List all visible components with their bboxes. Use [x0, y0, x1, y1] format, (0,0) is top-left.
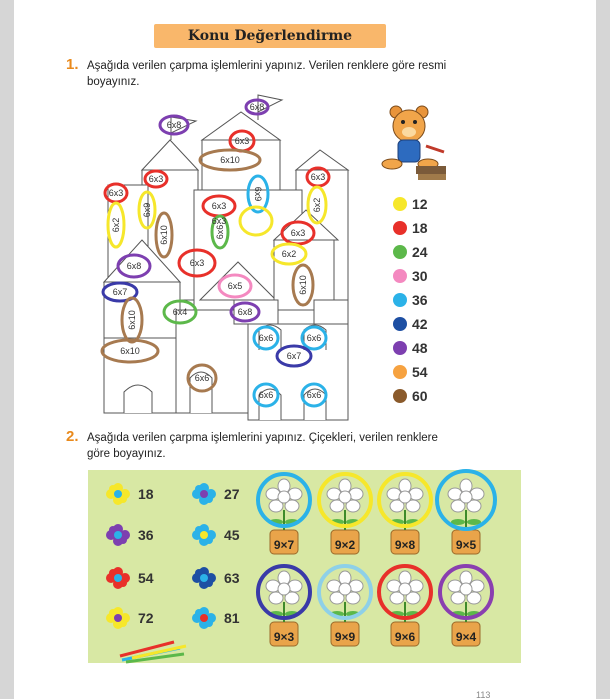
castle-label: 6x3 — [148, 174, 164, 184]
page-title: Konu Değerlendirme — [187, 28, 353, 44]
key-flower-72 — [106, 607, 130, 629]
castle-label: 6x3 — [108, 188, 124, 198]
castle-label: 6x9 — [253, 186, 263, 202]
key-value: 81 — [224, 610, 240, 626]
pot-label: 9×2 — [334, 538, 356, 552]
pot-label: 9×7 — [273, 538, 295, 552]
castle-label: 6x3 — [211, 201, 227, 211]
pot-label: 9×8 — [394, 538, 416, 552]
castle-label: 6x2 — [312, 197, 322, 213]
question-1-line-1: Aşağıda verilen çarpma işlemlerini yapınız. Verilen renklere göre resmi — [87, 60, 447, 72]
key-flower-27 — [192, 483, 216, 505]
castle-label: 6x9 — [142, 202, 152, 218]
legend-value: 48 — [412, 340, 428, 356]
worksheet-page — [14, 0, 596, 699]
legend-value: 24 — [412, 244, 428, 260]
castle-label: 6x3 — [234, 136, 250, 146]
question-2-line-2: göre boyayınız. — [87, 448, 166, 460]
castle-label: 6x10 — [159, 225, 169, 245]
castle-label: 6x6 — [306, 333, 322, 343]
flower-exercise — [14, 0, 596, 699]
legend-value: 18 — [412, 220, 428, 236]
key-flower-36 — [106, 524, 130, 546]
pot-label: 9×9 — [334, 630, 356, 644]
castle-label: 6x7 — [112, 287, 128, 297]
legend-value: 12 — [412, 196, 428, 212]
castle-label: 6x8 — [126, 261, 142, 271]
legend-value: 54 — [412, 364, 428, 380]
castle-label: 6x6 — [258, 333, 274, 343]
pot-label: 9×4 — [455, 630, 477, 644]
key-value: 36 — [138, 527, 154, 543]
castle-label: 6x3 — [310, 172, 326, 182]
key-flower-18 — [106, 483, 130, 505]
castle-label: 6x2 — [111, 217, 121, 233]
key-value: 45 — [224, 527, 240, 543]
pot-label: 9×5 — [455, 538, 477, 552]
castle-label: 6x6 — [194, 373, 210, 383]
castle-label: 6x8 — [237, 307, 253, 317]
question-1-number: 1. — [66, 56, 79, 73]
legend-value: 30 — [412, 268, 428, 284]
question-2-number: 2. — [66, 428, 79, 445]
key-flower-81 — [192, 607, 216, 629]
crayons-illustration — [120, 642, 186, 662]
castle-label: 6x10 — [220, 155, 240, 165]
castle-label: 6x2 — [281, 249, 297, 259]
castle-label: 6x10 — [120, 346, 140, 356]
question-2-line-1: Aşağıda verilen çarpma işlemlerini yapınız. Çiçekleri, verilen renklere — [87, 432, 438, 444]
castle-label: 6x5 — [227, 281, 243, 291]
castle-label: 6x6 — [258, 390, 274, 400]
castle-label: 6x4 — [172, 307, 188, 317]
legend-value: 60 — [412, 388, 428, 404]
key-value: 27 — [224, 486, 240, 502]
key-flower-54 — [106, 567, 130, 589]
pot-label: 9×6 — [394, 630, 416, 644]
castle-label: 6x8 — [249, 102, 265, 112]
legend-value: 42 — [412, 316, 428, 332]
castle-label: 6x3 — [189, 258, 205, 268]
castle-label: 6x6 — [215, 224, 225, 240]
key-value: 72 — [138, 610, 154, 626]
castle-label: 6x3 — [290, 228, 306, 238]
pot-label: 9×3 — [273, 630, 295, 644]
legend-value: 36 — [412, 292, 428, 308]
key-flower-63 — [192, 567, 216, 589]
castle-label: 6x7 — [286, 351, 302, 361]
key-value: 63 — [224, 570, 240, 586]
castle-label: 6x6 — [306, 390, 322, 400]
castle-label: 6x10 — [298, 275, 308, 295]
question-1-line-2: boyayınız. — [87, 76, 140, 88]
page-number: 113 — [476, 690, 491, 699]
key-flower-45 — [192, 524, 216, 546]
flower-key — [106, 483, 240, 629]
castle-label: 6x10 — [127, 310, 137, 330]
castle-label: 6x3 — [211, 216, 227, 226]
key-value: 18 — [138, 486, 154, 502]
castle-label: 6x8 — [166, 120, 182, 130]
key-value: 54 — [138, 570, 154, 586]
